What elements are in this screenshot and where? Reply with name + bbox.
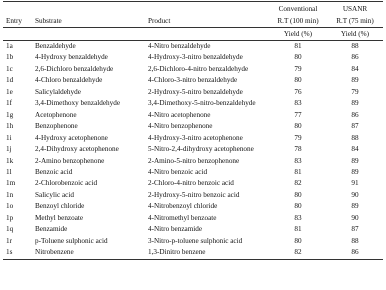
substrate-cell: 3,4-Dimethoxy benzaldehyde <box>35 99 121 108</box>
usanr-yield-cell: 86 <box>351 53 359 62</box>
entry-cell: 1d <box>6 76 14 85</box>
usanr-yield-cell: 88 <box>351 42 359 50</box>
usanr-yield-cell: 87 <box>351 122 359 131</box>
substrate-cell: Benzoyl chloride <box>35 202 85 211</box>
usanr-yield-cell: 88 <box>351 133 359 142</box>
conventional-yield-cell: 80 <box>294 236 302 245</box>
product-cell: 2-Amino-5-nitro benzophenone <box>148 156 240 165</box>
product-cell: 4-Nitrobenzoyl chloride <box>148 202 218 211</box>
conventional-yield-cell: 81 <box>294 42 302 50</box>
table-row <box>3 121 383 132</box>
usanr-yield-cell: 90 <box>351 213 359 222</box>
header-product: Product <box>147 15 269 28</box>
usanr-yield-cell: 89 <box>351 202 359 211</box>
header-conventional-yield: Yield (%) <box>269 28 327 41</box>
entry-cell: 1f <box>6 99 12 108</box>
conventional-yield-cell: 81 <box>294 225 302 234</box>
entry-cell: 1k <box>6 156 14 165</box>
substrate-cell: Methyl benzoate <box>35 213 84 222</box>
substrate-cell: Benzophenone <box>35 122 78 131</box>
conventional-yield-cell: 77 <box>294 110 302 119</box>
usanr-yield-cell: 84 <box>351 145 359 154</box>
header-entry: Entry <box>3 15 34 28</box>
usanr-yield-cell: 89 <box>351 167 359 176</box>
header-usanr-time: R.T (75 min) <box>327 15 383 28</box>
entry-cell: 1o <box>6 202 14 211</box>
usanr-yield-cell: 89 <box>351 156 359 165</box>
conventional-yield-cell: 82 <box>269 247 327 259</box>
table-row <box>3 236 383 247</box>
product-cell: 4-Nitro acetophenone <box>148 110 211 119</box>
product-cell: 4-Chloro-3-nitro benzaldehyde <box>148 76 238 85</box>
table-header <box>3 2 383 41</box>
substrate-cell: Benzoic acid <box>35 167 73 176</box>
entry-cell: 1i <box>6 133 12 142</box>
conventional-yield-cell: 81 <box>294 167 302 176</box>
header-usanr: USANR <box>327 2 383 16</box>
product-cell: 2,6-Dichloro-4-nitro benzaldehyde <box>148 64 249 73</box>
usanr-yield-cell: 89 <box>351 76 359 85</box>
table-row <box>3 144 383 155</box>
conventional-yield-cell: 83 <box>294 213 302 222</box>
usanr-yield-cell: 87 <box>351 225 359 234</box>
conventional-yield-cell: 80 <box>294 202 302 211</box>
substrate-cell: p-Toluene sulphonic acid <box>35 236 108 245</box>
entry-cell: 1m <box>6 179 16 188</box>
substrate-cell: Acetophenone <box>35 110 77 119</box>
entry-cell: 1e <box>6 87 13 96</box>
nitration-yield-table <box>3 1 383 260</box>
table-row <box>3 110 383 121</box>
usanr-yield-cell: 89 <box>351 99 359 108</box>
table-row <box>3 75 383 86</box>
table-row <box>3 167 383 178</box>
usanr-yield-cell: 86 <box>327 247 383 259</box>
table-row <box>3 87 383 98</box>
substrate-cell: 2,4-Dihydroxy acetophenone <box>35 145 119 154</box>
substrate-cell: 4-Hydroxy acetophenone <box>35 133 108 142</box>
product-cell: 4-Nitro benzaldehyde <box>148 42 211 50</box>
conventional-yield-cell: 80 <box>294 190 302 199</box>
usanr-yield-cell: 79 <box>351 87 359 96</box>
conventional-yield-cell: 80 <box>294 76 302 85</box>
table-row <box>3 224 383 235</box>
entry-cell: 1g <box>6 110 14 119</box>
substrate-cell: 2-Amino benzophenone <box>35 156 105 165</box>
usanr-yield-cell: 86 <box>351 110 359 119</box>
usanr-yield-cell: 84 <box>351 64 359 73</box>
substrate-cell: Salicylaldehyde <box>35 87 81 96</box>
table-row <box>3 52 383 63</box>
conventional-yield-cell: 80 <box>294 53 302 62</box>
substrate-cell: 4-Hydroxy benzaldehyde <box>35 53 108 62</box>
product-cell: 2-Hydroxy-5-nitro benzaldehyde <box>148 87 243 96</box>
usanr-yield-cell: 88 <box>351 236 359 245</box>
substrate-cell: Benzamide <box>35 225 68 234</box>
entry-cell: 1r <box>6 236 12 245</box>
table-row <box>3 41 383 53</box>
entry-cell: 1q <box>6 225 14 234</box>
entry-cell: 1a <box>6 42 13 50</box>
product-cell: 5-Nitro-2,4-dihydroxy acetophenone <box>148 145 254 154</box>
entry-cell: 1l <box>6 167 12 176</box>
product-cell: 1,3-Dinitro benzene <box>147 247 269 259</box>
conventional-yield-cell: 82 <box>294 179 302 188</box>
usanr-yield-cell: 90 <box>351 190 359 199</box>
table-row <box>3 98 383 109</box>
substrate-cell: Benzaldehyde <box>35 42 76 50</box>
conventional-yield-cell: 80 <box>294 122 302 131</box>
substrate-cell: 2-Chlorobenzoic acid <box>35 179 98 188</box>
substrate-cell: Nitrobenzene <box>34 247 147 259</box>
header-substrate: Substrate <box>34 15 147 28</box>
header-usanr-yield: Yield (%) <box>327 28 383 41</box>
conventional-yield-cell: 79 <box>294 133 302 142</box>
table-body <box>3 41 383 260</box>
conventional-yield-cell: 83 <box>294 99 302 108</box>
table-row <box>3 156 383 167</box>
entry-cell: 1n <box>6 190 14 199</box>
product-cell: 4-Hydroxy-3-nitro benzaldehyde <box>148 53 243 62</box>
entry-cell: 1b <box>6 53 14 62</box>
product-cell: 4-Nitro benzophenone <box>148 122 213 131</box>
product-cell: 3-Nitro-p-toluene sulphonic acid <box>148 236 243 245</box>
table-row <box>3 190 383 201</box>
product-cell: 2-Chloro-4-nitro benzoic acid <box>148 179 234 188</box>
table-row <box>3 64 383 75</box>
entry-cell: 1p <box>6 213 14 222</box>
table-row <box>3 247 383 259</box>
entry-cell: 1c <box>6 64 13 73</box>
product-cell: 4-Nitro benzamide <box>148 225 203 234</box>
substrate-cell: 2,6-Dichloro benzaldehyde <box>35 64 114 73</box>
conventional-yield-cell: 76 <box>294 87 302 96</box>
header-conventional-time: R.T (100 min) <box>269 15 327 28</box>
conventional-yield-cell: 83 <box>294 156 302 165</box>
substrate-cell: Salicylic acid <box>35 190 74 199</box>
conventional-yield-cell: 78 <box>294 145 302 154</box>
entry-cell: 1h <box>6 122 14 131</box>
entry-cell: 1j <box>6 145 12 154</box>
entry-cell: 1s <box>3 247 34 259</box>
table-row <box>3 178 383 189</box>
usanr-yield-cell: 91 <box>351 179 359 188</box>
product-cell: 2-Hydroxy-5-nitro benzoic acid <box>148 190 240 199</box>
substrate-cell: 4-Chloro benzaldehyde <box>35 76 103 85</box>
product-cell: 4-Nitromethyl benzoate <box>148 213 217 222</box>
product-cell: 4-Hydroxy-3-nitro acetophenone <box>148 133 243 142</box>
product-cell: 4-Nitro benzoic acid <box>148 167 208 176</box>
product-cell: 3,4-Dimethoxy-5-nitro-benzaldehyde <box>148 99 256 108</box>
table-row <box>3 201 383 212</box>
table-row <box>3 133 383 144</box>
conventional-yield-cell: 79 <box>294 64 302 73</box>
header-conventional: Conventional <box>269 2 327 16</box>
table-row <box>3 213 383 224</box>
